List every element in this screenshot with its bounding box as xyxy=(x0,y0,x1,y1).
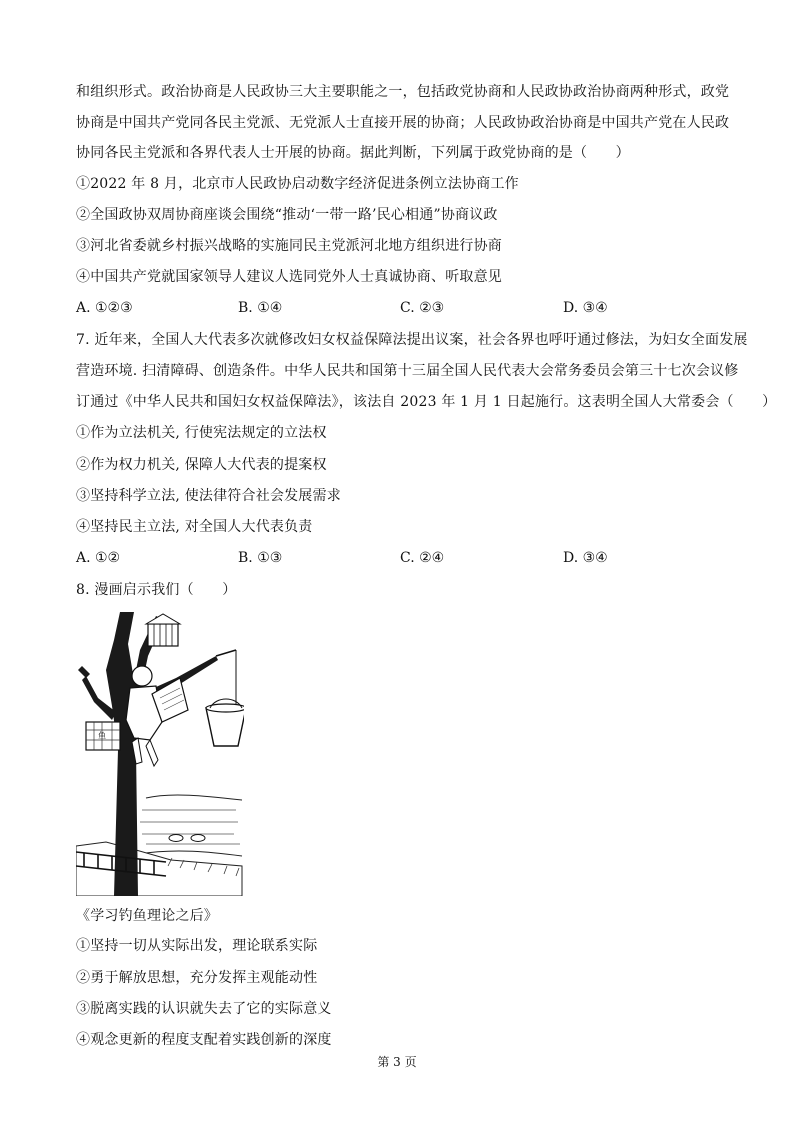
q6-statement-2: ②全国政协双周协商座谈会围绕“推动‘一带一路’民心相通”协商议政 xyxy=(76,207,498,223)
q6-text-line-3: 协同各民主党派和各界代表人士开展的协商。据此判断，下列属于政党协商的是（ ） xyxy=(76,145,630,161)
q8-statement-3: ③脱离实践的认识就失去了它的实际意义 xyxy=(76,1001,332,1017)
q6-option-b[interactable]: B. ①④ xyxy=(238,300,283,316)
q6-option-a[interactable]: A. ①②③ xyxy=(76,300,133,316)
q6-text-line-2: 协商是中国共产党同各民主党派、无党派人士直接开展的协商；人民政协政治协商是中国共产党在人民政 xyxy=(76,115,730,131)
q7-text-line-2: 营造环境. 扫清障碍、创造条件。中华人民共和国第十三届全国人民代表大会常务委员会第三十七次会议修 xyxy=(76,363,739,379)
q6-statement-3: ③河北省委就乡村振兴战略的实施同民主党派河北地方组织进行协商 xyxy=(76,238,502,254)
q7-option-b[interactable]: B. ①③ xyxy=(238,550,283,566)
q8-stem: 8. 漫画启示我们（ ） xyxy=(76,582,237,598)
q7-option-c[interactable]: C. ②④ xyxy=(400,550,445,566)
q7-statement-4: ④坚持民主立法, 对全国人大代表负责 xyxy=(76,519,313,535)
q6-statement-1: ①2022 年 8 月，北京市人民政协启动数字经济促进条例立法协商工作 xyxy=(76,176,519,192)
q7-option-a[interactable]: A. ①② xyxy=(76,550,121,566)
q7-text-line-3: 订通过《中华人民共和国妇女权益保障法》，该法自 2023 年 1 月 1 日起施行。这表明全国人大常委会（ ） xyxy=(76,394,777,410)
q6-option-c[interactable]: C. ②③ xyxy=(400,300,445,316)
q7-option-d[interactable]: D. ③④ xyxy=(563,550,608,566)
q6-statement-4: ④中国共产党就国家领导人建议人选同党外人士真诚协商、听取意见 xyxy=(76,269,502,285)
q7-statement-1: ①作为立法机关, 行使宪法规定的立法权 xyxy=(76,425,327,441)
q6-options xyxy=(76,298,726,318)
q6-text-line-1: 和组织形式。政治协商是人民政协三大主要职能之一，包括政党协商和人民政协政治协商两种形式，政党 xyxy=(76,84,730,100)
q7-text-line-1: 7. 近年来，全国人大代表多次就修改妇女权益保障法提出议案，社会各界也呼吁通过修法，为妇女全面发展 xyxy=(76,332,748,348)
q7-statement-3: ③坚持科学立法, 使法律符合社会发展需求 xyxy=(76,488,341,504)
fishing-cartoon-image xyxy=(76,610,244,896)
q7-statement-2: ②作为权力机关, 保障人大代表的提案权 xyxy=(76,457,327,473)
basket-sign-text: 鱼 xyxy=(98,731,106,740)
q8-statement-4: ④观念更新的程度支配着实践创新的深度 xyxy=(76,1032,332,1048)
q6-option-d[interactable]: D. ③④ xyxy=(563,300,608,316)
cartoon-caption: 《学习钓鱼理论之后》 xyxy=(76,908,218,924)
q8-statement-1: ①坚持一切从实际出发，理论联系实际 xyxy=(76,938,318,954)
page-number: 第 3 页 xyxy=(377,1055,417,1069)
q7-options xyxy=(76,548,726,568)
q8-statement-2: ②勇于解放思想，充分发挥主观能动性 xyxy=(76,970,318,986)
